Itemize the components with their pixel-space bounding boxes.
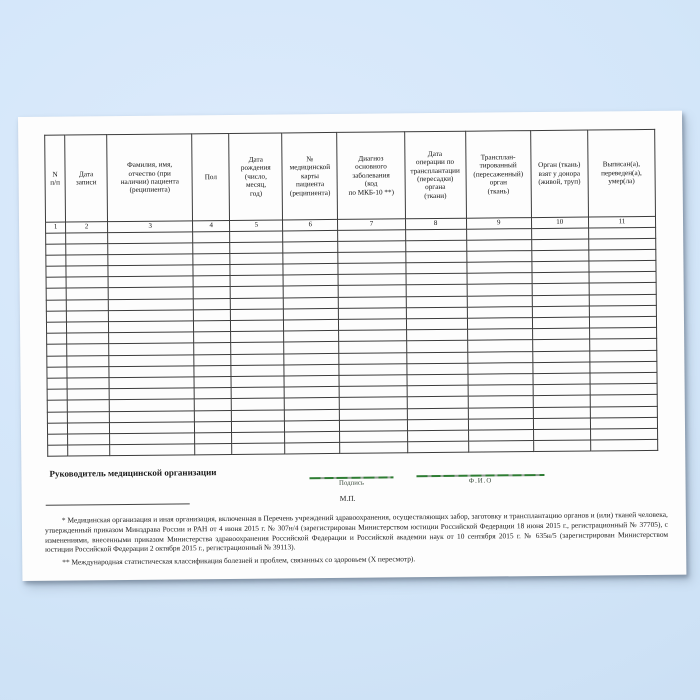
table-cell (193, 231, 230, 243)
signature-line (309, 476, 393, 478)
table-cell (231, 331, 284, 343)
table-cell (531, 239, 588, 251)
table-cell (193, 287, 230, 299)
table-cell (590, 384, 657, 396)
table-cell (340, 386, 407, 398)
table-cell (66, 277, 108, 289)
table-cell (468, 429, 533, 441)
table-cell (66, 255, 108, 267)
table-cell (406, 307, 467, 319)
document-page (18, 111, 686, 581)
table-cell (339, 375, 406, 387)
table-cell (533, 362, 590, 374)
table-cell (533, 418, 590, 430)
table-cell (468, 407, 533, 419)
table-cell (231, 298, 284, 310)
table-cell (467, 273, 532, 285)
table-cell (46, 233, 66, 244)
table-cell (589, 328, 656, 340)
table-cell (108, 254, 193, 266)
column-number-5: 5 (230, 220, 283, 231)
table-cell (589, 316, 656, 328)
table-cell (230, 230, 283, 242)
column-number-6: 6 (283, 219, 338, 230)
table-cell (230, 253, 283, 265)
table-cell (67, 366, 109, 378)
table-cell (339, 352, 406, 364)
table-cell (590, 417, 657, 429)
table-cell (339, 364, 406, 376)
table-cell (338, 274, 405, 286)
table-cell (46, 300, 66, 311)
table-cell (590, 395, 657, 407)
table-cell (67, 333, 109, 345)
table-cell (283, 263, 338, 275)
table-cell (67, 355, 109, 367)
table-cell (66, 310, 108, 322)
table-cell (285, 398, 340, 410)
table-cell (66, 232, 108, 244)
table-cell (339, 319, 406, 331)
table-cell (532, 351, 589, 363)
table-cell (232, 443, 285, 455)
table-cell (231, 376, 284, 388)
table-cell (108, 287, 193, 299)
table-cell (284, 331, 339, 343)
table-cell (407, 419, 468, 431)
table-cell (67, 411, 109, 423)
table-cell (339, 308, 406, 320)
table-cell (339, 285, 406, 297)
table-cell (532, 295, 589, 307)
table-cell (588, 227, 655, 239)
table-cell (46, 277, 66, 288)
table-cell (590, 428, 657, 440)
table-cell (194, 320, 231, 332)
table-cell (110, 422, 195, 434)
table-cell (108, 276, 193, 288)
table-cell (231, 309, 284, 321)
table-cell (533, 440, 590, 452)
table-cell (46, 322, 66, 333)
table-cell (284, 342, 339, 354)
column-header-7: Диагноз основного заболевания (код по МКБ-10 **) (337, 132, 405, 220)
table-cell (232, 432, 285, 444)
table-cell (47, 356, 67, 367)
table-cell (47, 344, 67, 355)
table-cell (47, 333, 67, 344)
table-cell (533, 407, 590, 419)
column-number-10: 10 (531, 217, 588, 228)
table-cell (532, 339, 589, 351)
table-cell (467, 284, 532, 296)
table-cell (108, 231, 193, 243)
table-cell (338, 229, 405, 241)
table-cell (589, 249, 656, 261)
table-cell (66, 266, 108, 278)
table-cell (193, 298, 230, 310)
table-cell (193, 242, 230, 254)
table-cell (338, 240, 405, 252)
stamp-label: М.П. (339, 493, 356, 503)
table-cell (589, 294, 656, 306)
table-cell (195, 444, 232, 456)
table-cell (406, 285, 467, 297)
table-cell (406, 296, 467, 308)
table-cell (194, 376, 231, 388)
column-header-8: Дата операции по трансплантации (пересадки) органа (ткани) (404, 131, 466, 219)
table-cell (284, 319, 339, 331)
column-header-6: № медицинской карты пациента (реципиента) (282, 132, 338, 220)
table-cell (194, 343, 231, 355)
table-cell (340, 408, 407, 420)
table-cell (230, 286, 283, 298)
table-cell (67, 322, 109, 334)
table-cell (532, 306, 589, 318)
table-cell (108, 310, 193, 322)
table-cell (467, 295, 532, 307)
table-cell (407, 408, 468, 420)
column-header-9: Трансплан- тированный (пересаженный) орган (ткань) (465, 131, 531, 219)
table-cell (589, 272, 656, 284)
table-cell (340, 431, 407, 443)
footnote-separator (46, 503, 190, 505)
table-cell (67, 400, 109, 412)
signature-role-label: Руководитель медицинской организации (49, 467, 217, 479)
table-cell (194, 388, 231, 400)
table-cell (195, 410, 232, 422)
table-cell (407, 441, 468, 453)
column-number-8: 8 (405, 218, 466, 229)
table-cell (589, 260, 656, 272)
column-number-7: 7 (338, 219, 405, 230)
table-cell (284, 353, 339, 365)
table-cell (66, 243, 108, 255)
table-cell (193, 253, 230, 265)
table-cell (589, 339, 656, 351)
table-cell (467, 340, 532, 352)
table-cell (406, 341, 467, 353)
table-cell (109, 410, 194, 422)
table-cell (47, 400, 67, 411)
table-cell (46, 244, 66, 255)
column-header-2: Дата записи (65, 135, 108, 222)
table-cell (283, 252, 338, 264)
table-cell (531, 228, 588, 240)
table-cell (406, 329, 467, 341)
table-cell (590, 361, 657, 373)
table-cell (48, 445, 68, 456)
table-cell (407, 374, 468, 386)
table-cell (231, 320, 284, 332)
table-cell (194, 354, 231, 366)
transplant-registry-table (44, 129, 658, 457)
table-cell (108, 298, 193, 310)
table-cell (109, 366, 194, 378)
column-header-5: Дата рождения (число, месяц, год) (229, 133, 283, 221)
column-header-11: Выписан(а), переведен(а), умер(ла) (587, 129, 655, 217)
table-cell (590, 439, 657, 451)
table-cell (407, 385, 468, 397)
footnote-1: * Медицинская организация и иная организация, включенная в Перечень учреждений здравоохранения, осуществляющих забор, заготовку и трансплантацию органов и (или) тканей человека, утвержденный приказом Минздрава России и РАН от 4 июня 2015 г. № 307н/4 (зарегистрирован Министерством юстиции Российской Федерации 18 июня 2015 г., регистрационный № 37705), с изменениями, внесенными приказом Министерства здравоохранения Российской Федерации и Российской академии наук от 10 сентября 2015 г. № 635н/5 (зарегистрирован Министерством юстиции Российской Федерации 2 октября 2015 г., регистрационный № 39113). (44, 509, 669, 555)
table-cell (405, 251, 466, 263)
column-number-9: 9 (466, 218, 531, 229)
table-cell (468, 418, 533, 430)
table-cell (340, 442, 407, 454)
table-cell (285, 420, 340, 432)
table-cell (67, 389, 109, 401)
table-cell (467, 306, 532, 318)
table-cell (66, 299, 108, 311)
table-cell (589, 305, 656, 317)
table-cell (533, 384, 590, 396)
table-cell (467, 329, 532, 341)
table-cell (406, 318, 467, 330)
table-cell (406, 273, 467, 285)
table-cell (46, 266, 66, 277)
column-number-1: 1 (46, 222, 66, 233)
table-cell (284, 387, 339, 399)
table-cell (338, 252, 405, 264)
table-cell (195, 432, 232, 444)
table-cell (230, 264, 283, 276)
table-cell (47, 412, 67, 423)
table-cell (66, 288, 108, 300)
signature-caption: Подпись (339, 479, 365, 487)
table-cell (230, 275, 283, 287)
column-number-4: 4 (193, 220, 230, 231)
table-cell (406, 363, 467, 375)
table-cell (109, 399, 194, 411)
table-cell (468, 362, 533, 374)
table-cell (405, 262, 466, 274)
table-cell (466, 239, 531, 251)
column-number-2: 2 (66, 222, 108, 233)
table-cell (405, 240, 466, 252)
table-cell (467, 318, 532, 330)
table-cell (406, 352, 467, 364)
table-cell (340, 397, 407, 409)
table-cell (533, 429, 590, 441)
column-header-1: N п/п (45, 135, 66, 222)
table-cell (283, 275, 338, 287)
table-cell (467, 351, 532, 363)
table-cell (109, 332, 194, 344)
table-cell (284, 308, 339, 320)
table-cell (468, 374, 533, 386)
table-cell (533, 395, 590, 407)
table-cell (467, 262, 532, 274)
table-cell (195, 421, 232, 433)
table-cell (67, 378, 109, 390)
table-cell (590, 406, 657, 418)
table-cell (47, 423, 67, 434)
table-cell (232, 409, 285, 421)
table-cell (109, 388, 194, 400)
table-cell (109, 354, 194, 366)
table-cell (407, 430, 468, 442)
table-cell (339, 296, 406, 308)
table-cell (338, 263, 405, 275)
table-cell (285, 431, 340, 443)
table-cell (109, 343, 194, 355)
table-cell (532, 250, 589, 262)
table-cell (532, 283, 589, 295)
table-cell (193, 265, 230, 277)
table-cell (108, 265, 193, 277)
table-cell (194, 332, 231, 344)
column-header-10: Орган (ткань) взят у донора (живой, труп) (530, 130, 588, 218)
table-cell (590, 372, 657, 384)
table-cell (109, 321, 194, 333)
table-cell (46, 311, 66, 322)
table-cell (67, 344, 109, 356)
table-cell (466, 250, 531, 262)
table-cell (532, 272, 589, 284)
table-cell (231, 365, 284, 377)
table-cell (283, 241, 338, 253)
table-header-row (45, 129, 656, 222)
table-cell (405, 229, 466, 241)
table-cell (468, 441, 533, 453)
table-cell (590, 350, 657, 362)
footnote-2: ** Международная статистическая классификация болезней и проблем, связанных со здоровьем (X пересмотр). (62, 554, 416, 567)
table-cell (231, 342, 284, 354)
column-number-3: 3 (108, 221, 193, 232)
table-cell (532, 317, 589, 329)
table-cell (283, 230, 338, 242)
table-cell (231, 354, 284, 366)
table-cell (231, 387, 284, 399)
table-cell (285, 442, 340, 454)
table-cell (193, 276, 230, 288)
table-cell (284, 297, 339, 309)
table-cell (46, 288, 66, 299)
table-cell (284, 375, 339, 387)
table-cell (340, 419, 407, 431)
column-header-4: Пол (192, 133, 230, 220)
table-cell (589, 283, 656, 295)
table-cell (67, 422, 109, 434)
table-cell (110, 433, 195, 445)
table-cell (232, 421, 285, 433)
table-cell (48, 434, 68, 445)
table-cell (194, 399, 231, 411)
table-cell (109, 377, 194, 389)
table-cell (588, 238, 655, 250)
table-cell (47, 378, 67, 389)
table-cell (285, 409, 340, 421)
fio-caption: Ф.И.О (468, 477, 493, 485)
table-cell (68, 434, 110, 446)
table-cell (108, 243, 193, 255)
table-cell (339, 341, 406, 353)
table-cell (468, 396, 533, 408)
table-cell (466, 228, 531, 240)
table-cell (47, 389, 67, 400)
table-cell (110, 444, 195, 456)
table-cell (532, 261, 589, 273)
column-number-11: 11 (588, 216, 655, 227)
table-cell (407, 397, 468, 409)
table-cell (231, 398, 284, 410)
table-cell (194, 365, 231, 377)
table-cell (283, 286, 338, 298)
table-cell (230, 242, 283, 254)
table-cell (339, 330, 406, 342)
table-cell (46, 255, 66, 266)
table-cell (468, 385, 533, 397)
table-cell (532, 328, 589, 340)
table-cell (533, 373, 590, 385)
table-cell (194, 309, 231, 321)
table-cell (47, 367, 67, 378)
table-cell (68, 445, 110, 457)
table-cell (284, 364, 339, 376)
column-header-3: Фамилия, имя, отчество (при наличии) пациента (реципиента) (107, 134, 193, 222)
